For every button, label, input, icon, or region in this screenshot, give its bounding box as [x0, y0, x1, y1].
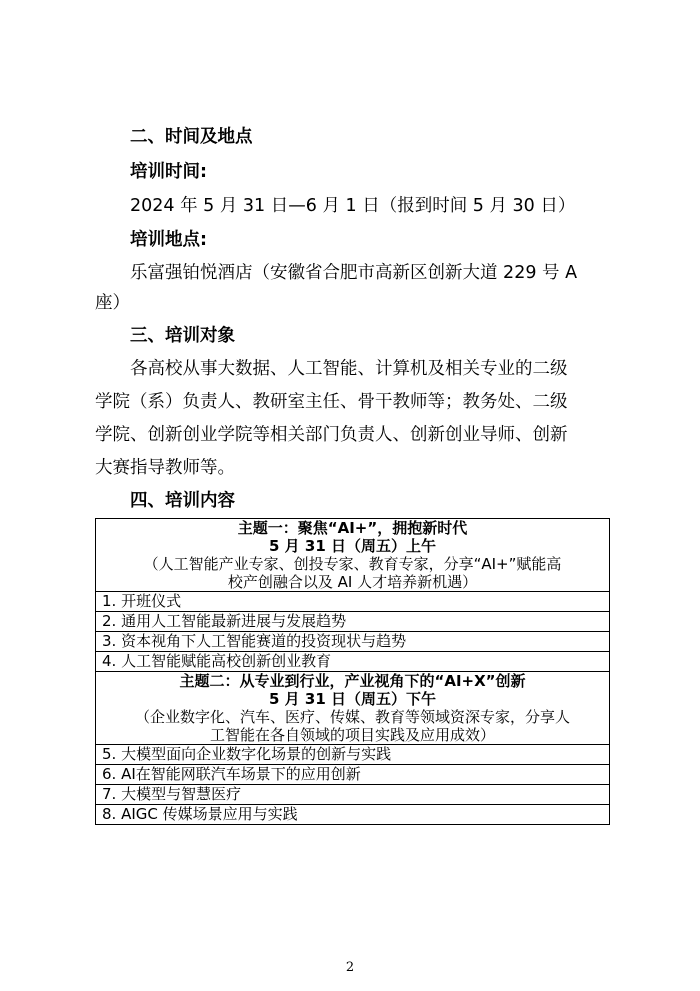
table-row	[96, 632, 610, 652]
training-content-table	[95, 518, 610, 825]
section-heading-audience: 三、培训对象	[130, 326, 235, 346]
audience-line-3: 学院、创新创业学院等相关部门负责人、创新创业导师、创新	[95, 425, 568, 445]
audience-line-4: 大赛指导教师等。	[95, 458, 235, 478]
section-heading-time-place: 二、时间及地点	[130, 127, 253, 147]
theme1-desc-line2: 校产创融合以及 AI 人才培养新机遇）	[227, 573, 478, 591]
agenda-item-5: 5. 大模型面向企业数字化场景的创新与实践	[96, 745, 610, 765]
table-row	[96, 592, 610, 612]
training-time-label: 培训时间:	[130, 162, 207, 182]
table-row	[96, 765, 610, 785]
agenda-item-7: 7. 大模型与智慧医疗	[96, 785, 610, 805]
training-place-label: 培训地点:	[130, 230, 207, 250]
table-row	[96, 745, 610, 765]
agenda-item-4: 4. 人工智能赋能高校创新创业教育	[96, 652, 610, 672]
table-row	[96, 785, 610, 805]
page-number: 2	[345, 960, 355, 975]
theme1-desc-line1: （人工智能产业专家、创投专家、教育专家，分享“AI+”赋能高	[143, 555, 562, 573]
theme2-desc-line1: （企业数字化、汽车、医疗、传媒、教育等领域资深专家，分享人	[134, 708, 570, 726]
theme2-desc-line2: 工智能在各自领域的项目实践及应用成效）	[209, 726, 495, 744]
training-place-value-line1: 乐富强铂悦酒店（安徽省合肥市高新区创新大道 229 号 A	[130, 263, 578, 283]
table-row	[96, 805, 610, 825]
theme1-title: 主题一：聚焦“AI+”，拥抱新时代	[237, 519, 468, 537]
theme1-date: 5 月 31 日（周五）上午	[269, 537, 436, 555]
theme-header-row	[96, 519, 610, 592]
agenda-item-2: 2. 通用人工智能最新进展与发展趋势	[96, 612, 610, 632]
audience-line-2: 学院（系）负责人、教研室主任、骨干教师等；教务处、二级	[95, 392, 568, 412]
agenda-item-3: 3. 资本视角下人工智能赛道的投资现状与趋势	[96, 632, 610, 652]
agenda-item-1: 1. 开班仪式	[96, 592, 610, 612]
training-place-value-line2: 座）	[95, 293, 130, 313]
section-heading-content: 四、培训内容	[130, 491, 235, 511]
theme-header-row	[96, 672, 610, 745]
theme2-date: 5 月 31 日（周五）下午	[269, 690, 436, 708]
audience-line-1: 各高校从事大数据、人工智能、计算机及相关专业的二级	[130, 359, 568, 379]
table-row	[96, 612, 610, 632]
agenda-item-8: 8. AIGC 传媒场景应用与实践	[96, 805, 610, 825]
theme2-title: 主题二：从专业到行业，产业视角下的“AI+X”创新	[179, 672, 526, 690]
theme2-header-cell	[96, 672, 610, 745]
agenda-item-6: 6. AI在智能网联汽车场景下的应用创新	[96, 765, 610, 785]
training-time-value: 2024 年 5 月 31 日—6 月 1 日（报到时间 5 月 30 日）	[130, 196, 576, 216]
table-row	[96, 652, 610, 672]
theme1-header-cell	[96, 519, 610, 592]
